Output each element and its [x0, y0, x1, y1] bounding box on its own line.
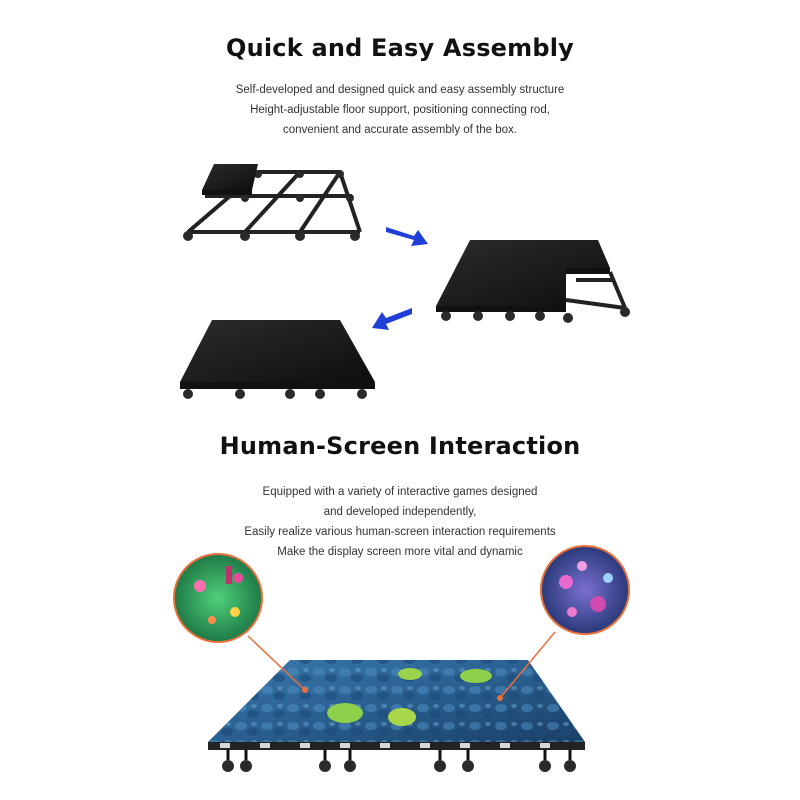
frame-with-tile-illustration: [183, 164, 360, 241]
partial-assembly-illustration: [436, 240, 630, 323]
callout-dot: [497, 695, 503, 701]
full-assembly-illustration: [180, 320, 375, 399]
right-game-preview: [541, 546, 629, 634]
assembly-line-1: Self-developed and designed quick and easy assembly structure: [235, 84, 565, 96]
interactive-floor-illustration: [208, 660, 585, 772]
lily-pad-icon: [388, 708, 416, 726]
interaction-line-1: Equipped with a variety of interactive games designed: [262, 486, 538, 498]
lily-pad-icon: [398, 668, 422, 680]
lily-pad-icon: [327, 703, 363, 723]
arrow-step-2-icon: [372, 308, 412, 330]
interaction-line-2: and developed independently,: [323, 506, 477, 518]
interaction-line-3: Easily realize various human-screen interaction requirements: [244, 526, 556, 538]
assembly-title: Quick and Easy Assembly: [225, 34, 575, 62]
assembly-line-3: convenient and accurate assembly of the box.: [283, 124, 517, 136]
arrow-step-1-icon: [386, 227, 428, 246]
interaction-line-4: Make the display screen more vital and dynamic: [277, 546, 523, 558]
interaction-title: Human-Screen Interaction: [219, 432, 581, 460]
assembly-line-2: Height-adjustable floor support, positioning connecting rod,: [250, 104, 550, 116]
callout-dot: [302, 687, 308, 693]
left-game-preview: [174, 554, 262, 642]
lily-pad-icon: [460, 669, 492, 683]
